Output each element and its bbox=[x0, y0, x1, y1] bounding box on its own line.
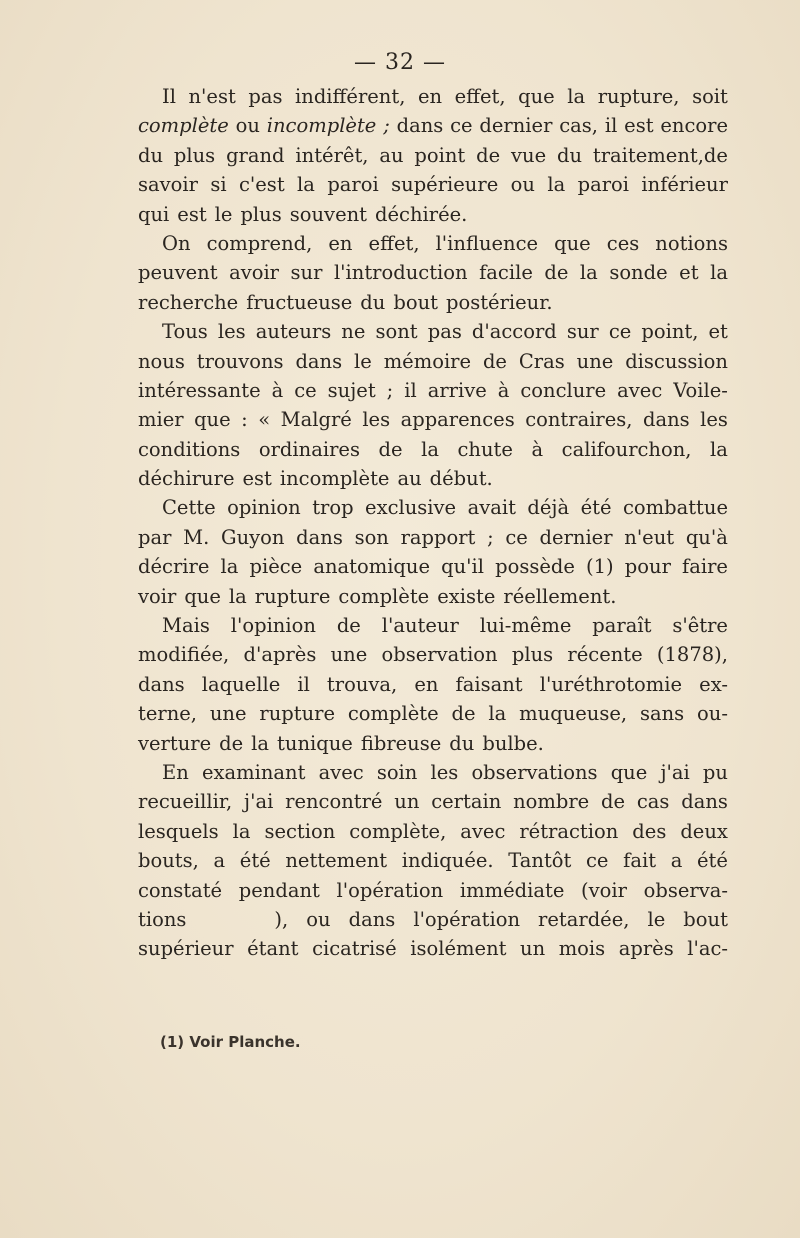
text-line: Cette opinion trop exclusive avait déjà été combattue bbox=[162, 496, 728, 520]
text-line: recherche fructueuse du bout postérieur. bbox=[138, 290, 553, 314]
text-line: dans laquelle il trouva, en faisant l'uréthrotomie ex- bbox=[138, 672, 728, 696]
text-line: terne, une rupture complète de la muqueuse, sans ou- bbox=[138, 702, 728, 726]
text-line: Mais l'opinion de l'auteur lui-même paraît s'être bbox=[162, 614, 728, 638]
text-line: Il n'est pas indifférent, en effet, que la rupture, soit bbox=[162, 85, 728, 108]
text-line: voir que la rupture complète existe réellement. bbox=[138, 584, 617, 608]
text-line: En examinant avec soin les observations que j'ai pu bbox=[162, 760, 728, 784]
text-line: nous trouvons dans le mémoire de Cras une discussion bbox=[138, 349, 728, 373]
text-line: mier que : « Malgré les apparences contraires, dans les bbox=[138, 408, 728, 432]
footnote: (1) Voir Planche. bbox=[160, 1033, 301, 1051]
text-line: supérieur étant cicatrisé isolément un mois après l'ac- bbox=[138, 937, 728, 961]
text-line: verture de la tunique fibreuse du bulbe. bbox=[138, 731, 544, 755]
text-line: savoir si c'est la paroi supérieure ou la paroi inférieur bbox=[138, 173, 728, 197]
text-line: peuvent avoir sur l'introduction facile de la sonde et la bbox=[138, 261, 728, 285]
text-line: Tous les auteurs ne sont pas d'accord sur ce point, et bbox=[162, 320, 728, 344]
text-line: conditions ordinaires de la chute à califourchon, la bbox=[138, 437, 728, 461]
text-line: lesquels la section complète, avec rétraction des deux bbox=[138, 819, 728, 843]
text-line: modifiée, d'après une observation plus récente (1878), bbox=[138, 643, 728, 667]
text-line: tions ), ou dans l'opération retardée, le bout bbox=[138, 907, 728, 931]
text-line: intéressante à ce sujet ; il arrive à conclure avec Voile- bbox=[138, 378, 728, 402]
text-line: du plus grand intérêt, au point de vue du traitement,de bbox=[138, 143, 728, 167]
text-line: déchirure est incomplète au début. bbox=[138, 467, 493, 491]
text-line: décrire la pièce anatomique qu'il possède (1) pour faire bbox=[138, 555, 728, 579]
body-text bbox=[138, 82, 728, 964]
text-line: par M. Guyon dans son rapport ; ce dernier n'eut qu'à bbox=[138, 525, 728, 549]
text-line: qui est le plus souvent déchirée. bbox=[138, 202, 468, 226]
text-line: constaté pendant l'opération immédiate (voir observa- bbox=[138, 878, 728, 902]
text-line: complète ou incomplète ; dans ce dernier cas, il est encore bbox=[138, 114, 728, 138]
text-line: On comprend, en effet, l'influence que ces notions bbox=[162, 231, 728, 255]
text-line: bouts, a été nettement indiquée. Tantôt ce fait a été bbox=[138, 849, 728, 873]
page-number: — 32 — bbox=[354, 50, 446, 75]
text-line: recueillir, j'ai rencontré un certain nombre de cas dans bbox=[138, 790, 728, 814]
